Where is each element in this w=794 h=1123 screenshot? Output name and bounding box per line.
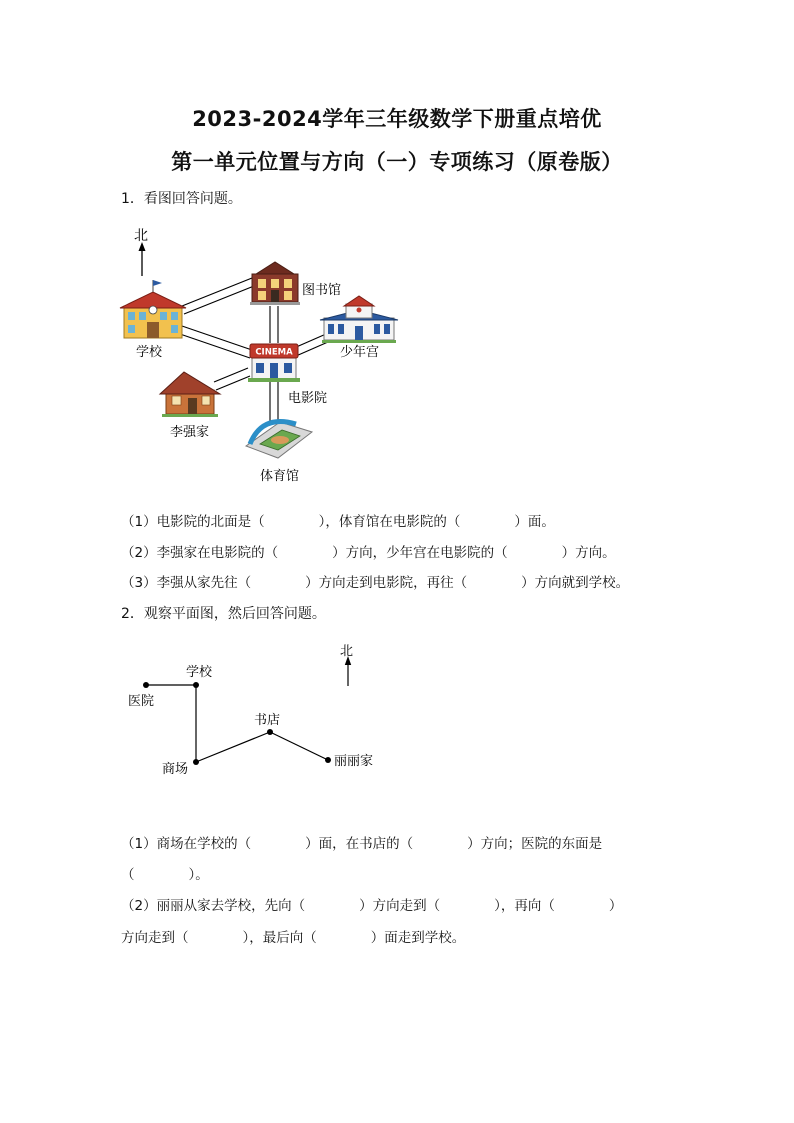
question-2-line-1: （1）商场在学校的（ ）面，在书店的（ ）方向；医院的东面是 [121, 836, 603, 852]
north-label-2: 北 [340, 644, 354, 659]
mall-point [193, 759, 199, 765]
lili-home-point [325, 757, 331, 763]
map-figure-1 [112, 218, 412, 498]
question-1-line-3: （3）李强从家先往（ ）方向走到电影院，再往（ ）方向就到学校。 [121, 575, 630, 591]
stadium-building-icon [246, 422, 312, 459]
stadium-label: 体育馆 [260, 469, 300, 484]
question-2-prompt: 2．观察平面图，然后回答问题。 [121, 606, 326, 622]
map-figure-2 [118, 636, 398, 786]
liqiang-home-label: 李强家 [170, 425, 210, 440]
bookstore-point [267, 729, 273, 735]
school-label: 学校 [136, 345, 163, 360]
page-subtitle: 第一单元位置与方向（一）专项练习（原卷版） [171, 150, 623, 174]
school-point [193, 682, 199, 688]
north-label: 北 [134, 228, 148, 244]
bookstore-label: 书店 [254, 713, 281, 728]
lili-home-label: 丽丽家 [334, 754, 374, 769]
youth-palace-building-icon [320, 296, 398, 343]
cinema-sign-text: CINEMA [255, 347, 293, 358]
question-2-line-4: 方向走到（ ），最后向（ ）面走到学校。 [121, 930, 466, 946]
school-building-icon [120, 280, 186, 338]
cinema-building-icon [248, 344, 300, 382]
library-label: 图书馆 [302, 283, 342, 298]
liqiang-house-icon [160, 372, 220, 417]
route-lines [146, 685, 328, 762]
location-points [143, 682, 331, 765]
youth-palace-label: 少年宫 [340, 345, 380, 360]
question-1-prompt: 1．看图回答问题。 [121, 191, 242, 207]
school-label-2: 学校 [186, 665, 213, 680]
question-1-line-1: （1）电影院的北面是（ ），体育馆在电影院的（ ）面。 [121, 514, 555, 530]
library-building-icon [250, 262, 300, 305]
question-2-line-3: （2）丽丽从家去学校，先向（ ）方向走到（ ），再向（ ） [121, 898, 623, 914]
page-title: 2023-2024学年三年级数学下册重点培优 [192, 107, 602, 131]
mall-label: 商场 [162, 762, 189, 777]
question-2-line-2: （ ）。 [121, 867, 209, 883]
question-1-line-2: （2）李强家在电影院的（ ）方向，少年宫在电影院的（ ）方向。 [121, 545, 616, 561]
north-arrow-icon [345, 656, 351, 686]
hospital-label: 医院 [128, 694, 155, 709]
cinema-label: 电影院 [288, 391, 328, 406]
hospital-point [143, 682, 149, 688]
north-arrow-icon [139, 242, 146, 276]
